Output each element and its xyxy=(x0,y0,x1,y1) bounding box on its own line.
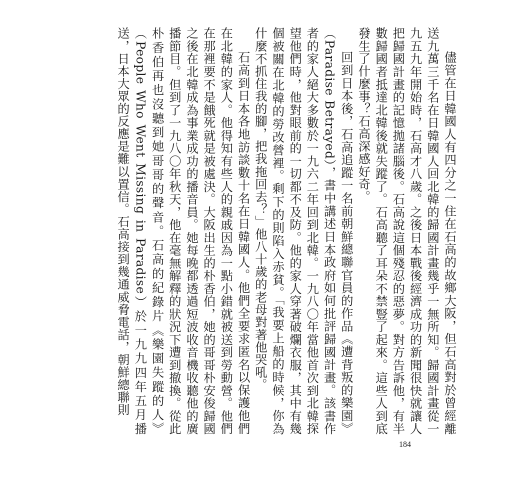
paragraph-2: 回到日本後，石高追蹤一名前朝鮮總聯官員的作品《遭背叛的樂園》（Paradise Betrayed），書中講述日本政府如何批評歸國計畫。該書作者的家人絕大多數於一九六二年回到北韓。一九八〇年當他首次到北韓探望他們時，他對眼前的一切都不及防。他的家人穿著破爛衣服，其中有幾個被關在北韓的勞改營裡。剩下的則陷入赤貧。「我要上船的時候，你為什麼不抓住我的腳，把我拖回去？」他八十歲的老母對著他哭吼。 xyxy=(253,27,354,435)
page-number: 184 xyxy=(399,440,411,449)
paragraph-1: 儘管在日韓國人有四分之一住在石高的故鄉大阪，但石高對於曾經離送九萬三千名在日韓國人回北韓的歸國計畫幾乎一無所知。歸國計畫從一九五九年開始時，石高才八歲。之後日本戰後經濟成功的新聞很快就讓人把歸國計畫的記憶拋諸腦後。石高說這個殘忍的惡夢。對方告訴他，有半數歸國者抵達北韓後就失蹤了。石高聽了耳朵不禁豎了起來。這些人到底發生了什麼事？石高深感好奇。 xyxy=(356,27,457,435)
vertical-text-body xyxy=(88,27,458,435)
paragraph-3: 石高到日本各地訪談數十名在日韓國人。他們全要求匿名以保護他們在北韓的家人。他得知有些人的親戚因為一點小錯就被送到勞動營。他們在那裡要不是餓死就是被處決。大阪出生的朴香伯，她的哥哥朴安俊歸國之後在北韓成為事業成功的播音員。她每晚都透過短波收音機收聽他的廣播節目。但到了一九八〇年秋天，他在毫無解釋的狀況下遭到撤換。從此朴香伯再也沒聽到她哥哥的聲音。石高的紀錄片《樂園失蹤的人》（People Who Went Missing in Paradise）於一九九四年五月播送，日本大眾的反應是難以置信。石高接到幾通威脅電話，朝鮮總聯則 xyxy=(116,27,251,435)
